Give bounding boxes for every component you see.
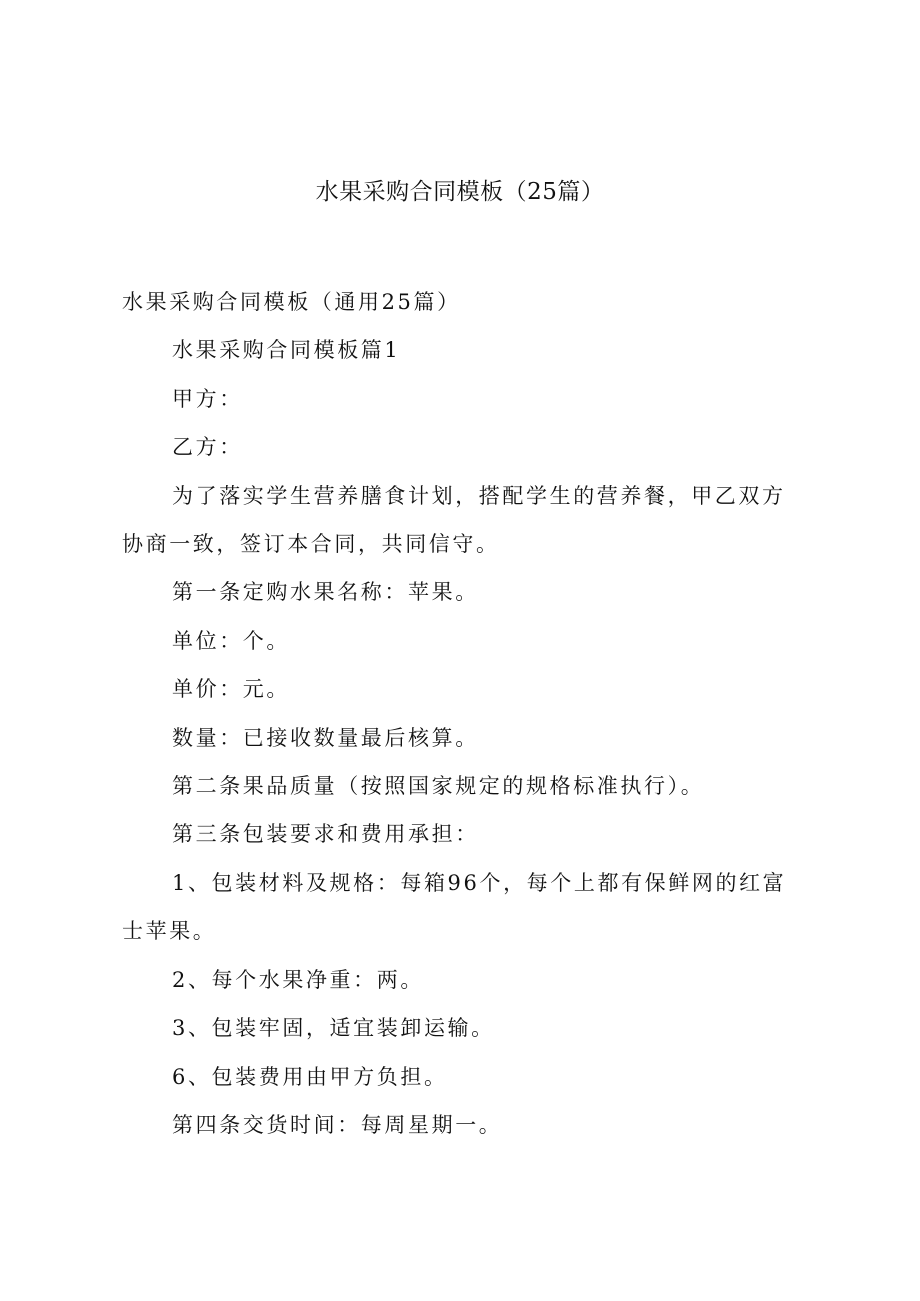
article-3-paragraph: 第三条包装要求和费用承担： [172, 822, 479, 847]
packaging-item-6: 6、包装费用由甲方负担。 [172, 1064, 448, 1089]
quantity-paragraph: 数量：已接收数量最后核算。 [172, 725, 479, 750]
article-2-paragraph: 第二条果品质量（按照国家规定的规格标准执行）。 [172, 774, 705, 799]
packaging-item-1: 1、包装材料及规格：每箱96个，每个上都有保鲜网的红富士苹果。 [122, 870, 787, 944]
section-heading: 水果采购合同模板篇1 [172, 338, 401, 363]
packaging-item-2: 2、每个水果净重：两。 [172, 967, 424, 992]
unit-price-paragraph: 单价：元。 [172, 677, 290, 702]
article-1-paragraph: 第一条定购水果名称：苹果。 [172, 580, 479, 605]
document-body [122, 278, 802, 1149]
article-4-paragraph: 第四条交货时间：每周星期一。 [172, 1112, 503, 1137]
packaging-item-3: 3、包装牢固，适宜装卸运输。 [172, 1016, 495, 1041]
party-b-line: 乙方： [172, 435, 243, 460]
preamble-paragraph: 为了落实学生营养膳食计划，搭配学生的营养餐，甲乙双方协商一致，签订本合同，共同信守。 [122, 483, 786, 557]
party-a-line: 甲方： [172, 386, 243, 411]
document-title: 水果采购合同模板（25篇） [315, 179, 605, 205]
subtitle-paragraph: 水果采购合同模板（通用25篇） [122, 290, 461, 314]
unit-paragraph: 单位：个。 [172, 628, 290, 653]
